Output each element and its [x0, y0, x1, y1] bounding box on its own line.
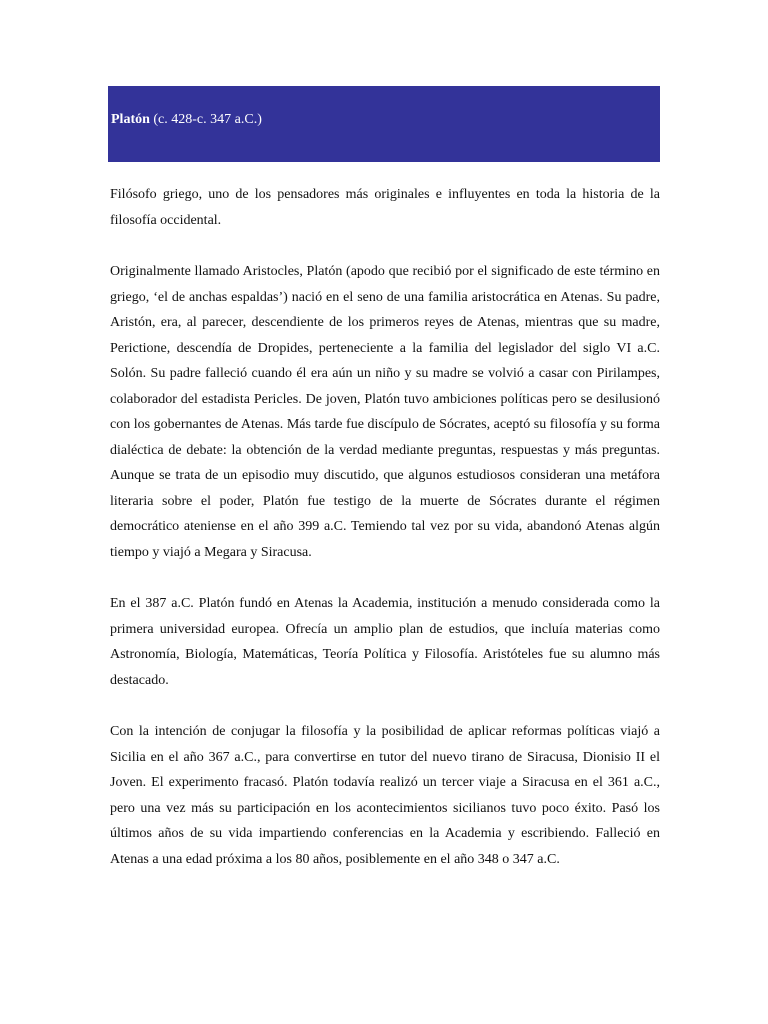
paragraph-academy: En el 387 a.C. Platón fundó en Atenas la Academia, institución a menudo considerada como la primera universidad europea. Ofrecía un amplio plan de estudios, que incluía materias como Astronomía, Biología, Matemáticas, Teoría Política y Filosofía. Aristóteles fue su alumno más destacado. — [110, 596, 660, 688]
title-banner — [108, 86, 660, 162]
paragraph-intro: Filósofo griego, uno de los pensadores más originales e influyentes en toda la historia de la filosofía occidental. — [110, 187, 660, 228]
paragraph-sicily: Con la intención de conjugar la filosofía y la posibilidad de aplicar reformas políticas viajó a Sicilia en el año 367 a.C., para convertirse en tutor del nuevo tirano de Siracusa, Dionisio II el Joven. El experimento fracasó. Platón todavía realizó un tercer viaje a Siracusa en el 361 a.C., pero una vez más su participación en los acontecimientos sicilianos tuvo poco éxito. Pasó los últimos años de su vida impartiendo conferencias en la Academia y escribiendo. Falleció en Atenas a una edad próxima a los 80 años, posiblemente en el año 348 o 347 a.C. — [110, 724, 660, 867]
title-name: Platón — [111, 112, 150, 127]
body-text — [110, 182, 660, 898]
paragraph-biography: Originalmente llamado Aristocles, Platón (apodo que recibió por el significado de este término en griego, ‘el de anchas espaldas’) nació en el seno de una familia aristocrática en Atenas. Su padre, Aristón, era, al parecer, descendiente de los primeros reyes de Atenas, mientras que su madre, Perictione, descendía de Dropides, perteneciente a la familia del legislador del siglo VI a.C. Solón. Su padre falleció cuando él era aún un niño y su madre se volvió a casar con Pirilampes, colaborador del estadista Pericles. De joven, Platón tuvo ambiciones políticas pero se desilusionó con los gobernantes de Atenas. Más tarde fue discípulo de Sócrates, aceptó su filosofía y su forma dialéctica de debate: la obtención de la verdad mediante preguntas, respuestas y más preguntas. Aunque se trata de un episodio muy discutido, que algunos estudiosos consideran una metáfora literaria sobre el poder, Platón fue testigo de la muerte de Sócrates durante el régimen democrático ateniense en el año 399 a.C. Temiendo tal vez por su vida, abandonó Atenas algún tiempo y viajó a Megara y Siracusa. — [110, 264, 660, 560]
title-dates: (c. 428-c. 347 a.C.) — [149, 112, 262, 127]
page-title — [111, 112, 262, 128]
